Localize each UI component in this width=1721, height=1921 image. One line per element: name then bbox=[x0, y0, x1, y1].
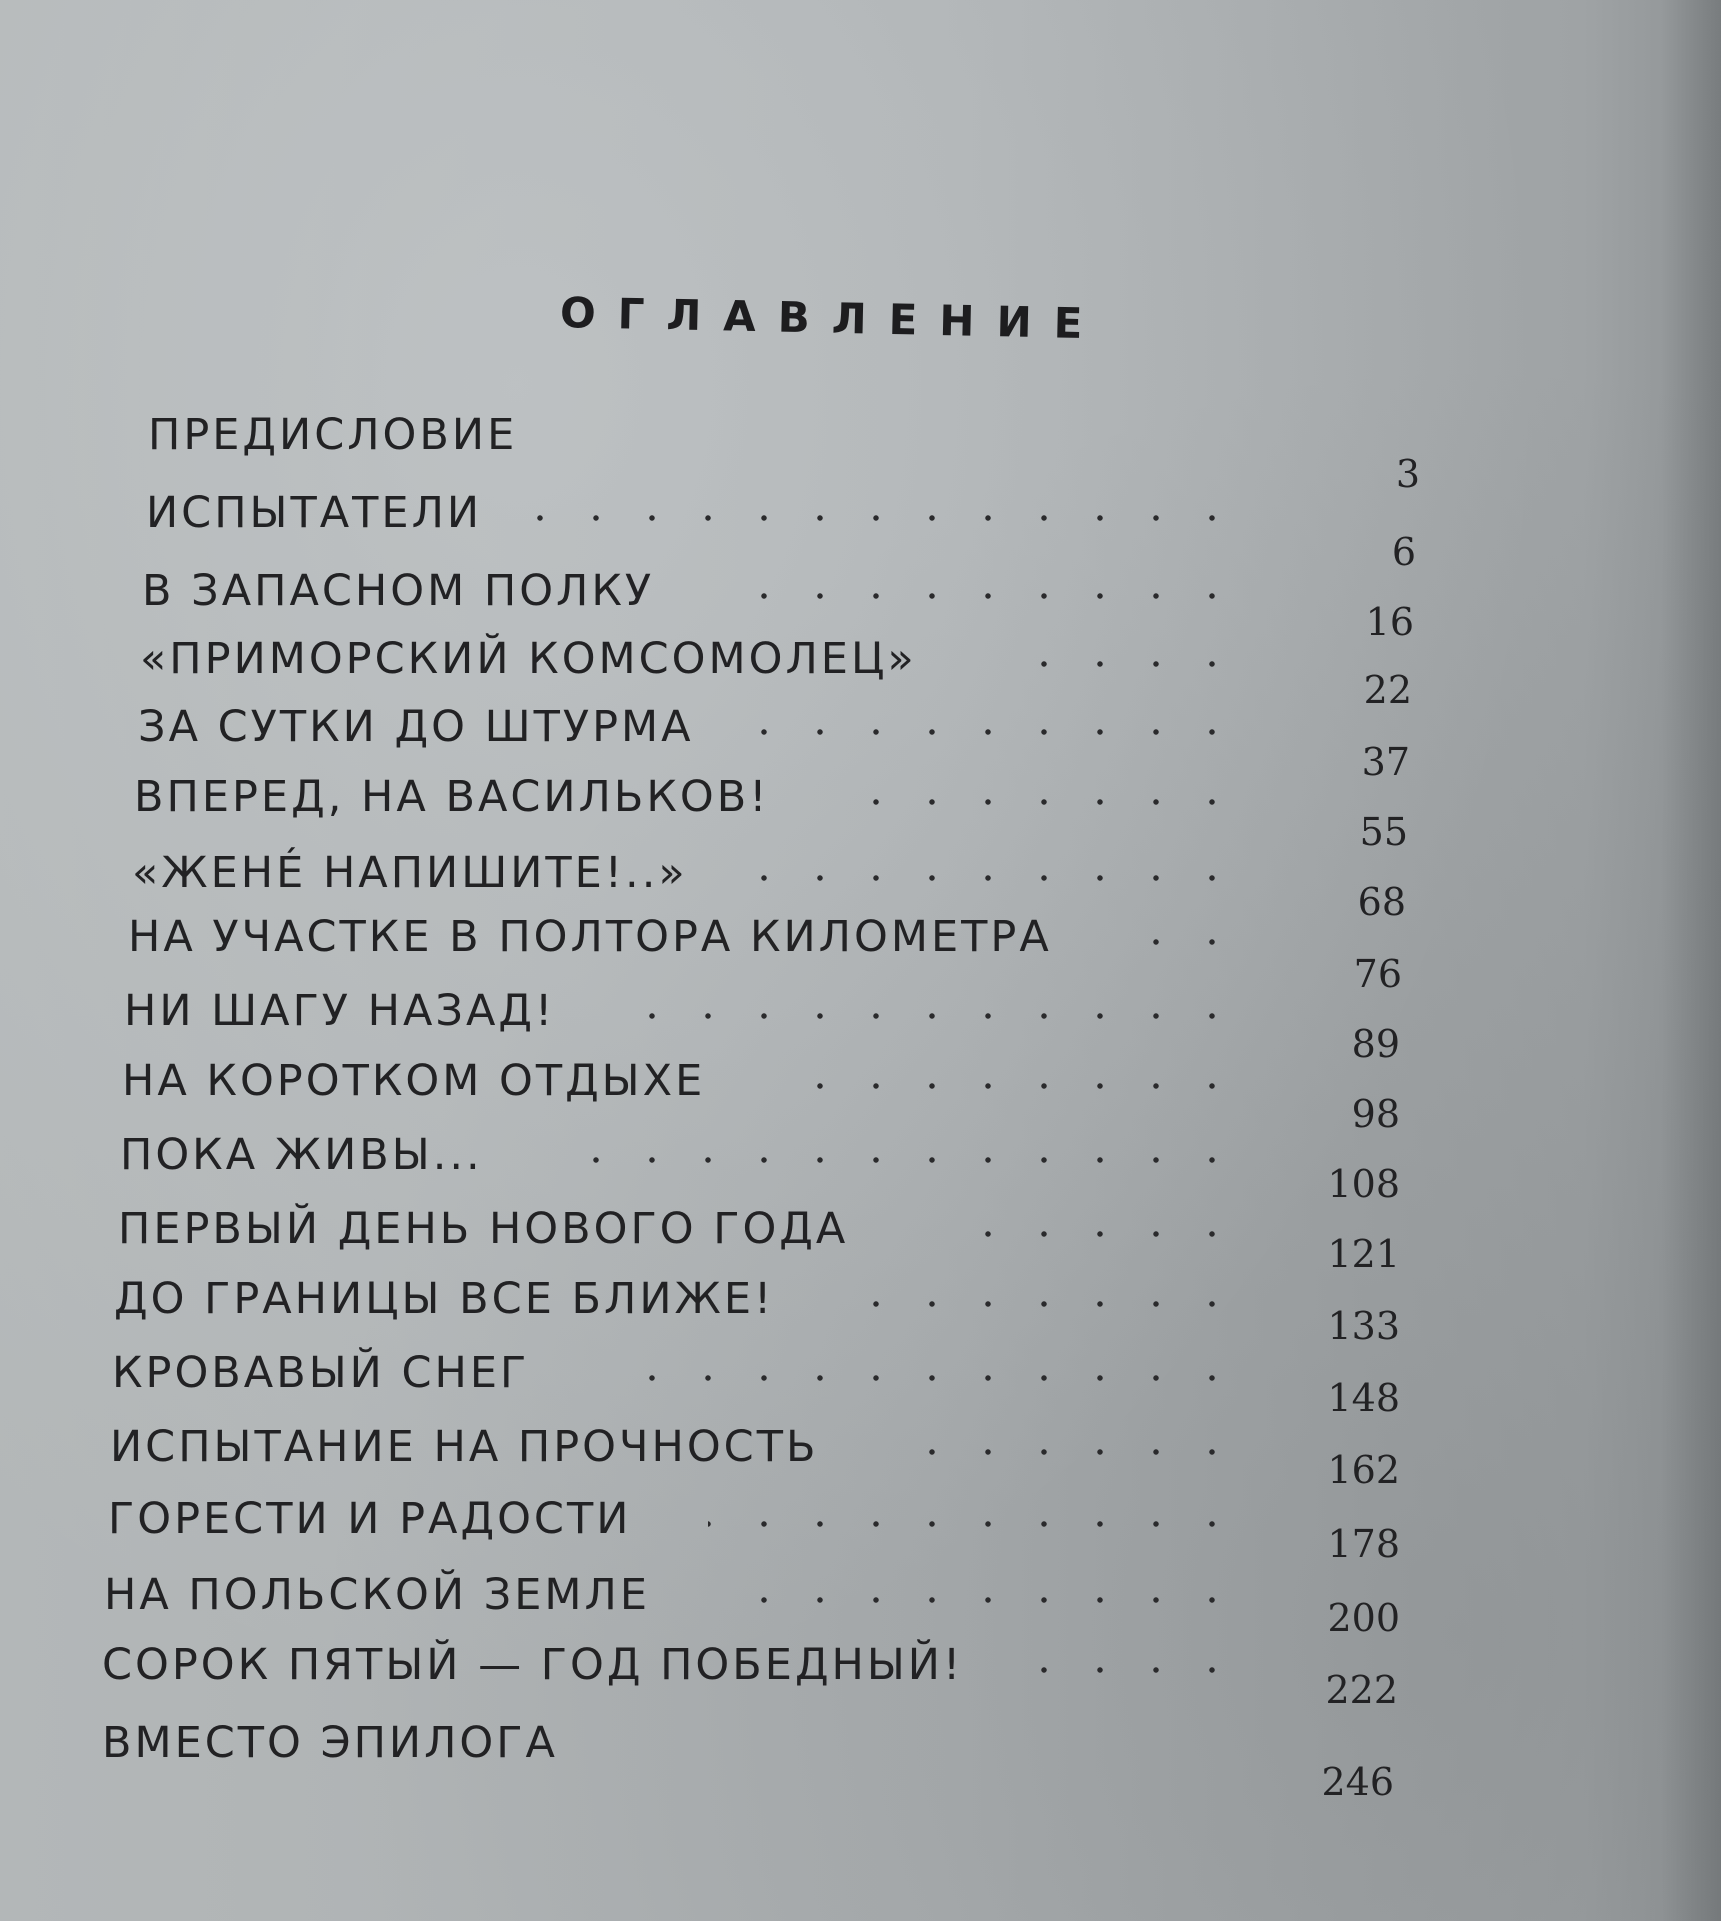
toc-entry-title: «ПРИМОРСКИЙ КОМСОМОЛЕЦ» bbox=[140, 634, 917, 684]
toc-entry bbox=[148, 410, 1250, 470]
dot-leader bbox=[864, 1300, 1240, 1308]
toc-entry-title: «ЖЕНÉ НАПИШИТЕ!..» bbox=[132, 848, 688, 898]
dot-leader bbox=[900, 1448, 1240, 1456]
toc-page-number: 162 bbox=[1327, 1448, 1400, 1492]
contents-heading: ОГЛАВЛЕНИЕ bbox=[559, 288, 1105, 349]
toc-entry bbox=[120, 1130, 1250, 1190]
toc-entry-title: ВПЕРЕД, НА ВАСИЛЬКОВ! bbox=[134, 772, 770, 822]
toc-entry bbox=[112, 1348, 1250, 1408]
toc-page-number: 222 bbox=[1325, 1668, 1398, 1712]
toc-page-number: 16 bbox=[1365, 600, 1414, 644]
toc-entry bbox=[134, 772, 1250, 832]
toc-entry bbox=[102, 1640, 1250, 1700]
toc-entry-title: ГОРЕСТИ И РАДОСТИ bbox=[108, 1494, 632, 1544]
toc-entry-title: ПРЕДИСЛОВИЕ bbox=[148, 410, 518, 460]
toc-entry-title: СОРОК ПЯТЫЙ — ГОД ПОБЕДНЫЙ! bbox=[102, 1640, 964, 1690]
toc-page-number: 148 bbox=[1327, 1376, 1400, 1420]
dot-leader bbox=[622, 1374, 1240, 1382]
toc-page-number: 178 bbox=[1327, 1522, 1400, 1566]
toc-entry bbox=[114, 1274, 1250, 1334]
dot-leader bbox=[968, 1230, 1240, 1238]
toc-page-number: 37 bbox=[1361, 740, 1410, 784]
toc-entry bbox=[132, 848, 1250, 908]
toc-entry bbox=[118, 1204, 1250, 1264]
toc-entry bbox=[122, 1056, 1250, 1116]
toc-entry-title: НА УЧАСТКЕ В ПОЛТОРА КИЛОМЕТРА bbox=[128, 912, 1052, 962]
dot-leader bbox=[748, 728, 1240, 736]
toc-entry bbox=[104, 1570, 1250, 1630]
toc-entry-title: НА КОРОТКОМ ОТДЫХЕ bbox=[122, 1056, 706, 1106]
dot-leader bbox=[1020, 660, 1240, 668]
dot-leader bbox=[624, 1012, 1240, 1020]
toc-entry bbox=[138, 702, 1250, 762]
toc-entry-title: КРОВАВЫЙ СНЕГ bbox=[112, 1348, 530, 1398]
toc-entry bbox=[102, 1718, 1250, 1778]
toc-page-number: 200 bbox=[1327, 1596, 1400, 1640]
dot-leader bbox=[1118, 938, 1240, 946]
toc-page-number: 133 bbox=[1327, 1304, 1400, 1348]
toc-page-number: 3 bbox=[1395, 452, 1420, 496]
toc-entry-title: НИ ШАГУ НАЗАД! bbox=[124, 986, 556, 1036]
toc-entry bbox=[108, 1494, 1250, 1554]
dot-leader bbox=[854, 798, 1240, 806]
toc-page-number: 22 bbox=[1363, 668, 1412, 712]
dot-leader bbox=[1032, 1666, 1240, 1674]
dot-leader bbox=[742, 592, 1240, 600]
toc-entry-title: ДО ГРАНИЦЫ ВСЕ БЛИЖЕ! bbox=[114, 1274, 775, 1324]
toc-page-number: 6 bbox=[1391, 530, 1416, 574]
dot-leader bbox=[708, 1520, 1240, 1528]
toc-entry bbox=[140, 634, 1250, 694]
toc-entry bbox=[124, 986, 1250, 1046]
toc-page-number: 108 bbox=[1327, 1162, 1400, 1206]
toc-page-number: 68 bbox=[1357, 880, 1406, 924]
toc-entry bbox=[110, 1422, 1250, 1482]
toc-entry-title: ИСПЫТАТЕЛИ bbox=[146, 488, 483, 538]
toc-page-number: 76 bbox=[1353, 952, 1402, 996]
dot-leader bbox=[526, 514, 1240, 522]
dot-leader bbox=[742, 874, 1240, 882]
toc-entry-title: ВМЕСТО ЭПИЛОГА bbox=[102, 1718, 558, 1768]
toc-entry-title: ИСПЫТАНИЕ НА ПРОЧНОСТЬ bbox=[110, 1422, 819, 1472]
toc-page-number: 121 bbox=[1327, 1232, 1400, 1276]
toc-entry bbox=[146, 488, 1250, 548]
toc-entry bbox=[128, 912, 1250, 972]
toc-page-number: 246 bbox=[1321, 1760, 1394, 1804]
dot-leader bbox=[570, 1156, 1240, 1164]
toc-entry-title: ПОКА ЖИВЫ... bbox=[120, 1130, 483, 1180]
toc-entry bbox=[142, 566, 1250, 626]
toc-page-number: 98 bbox=[1351, 1092, 1400, 1136]
toc-page-number: 89 bbox=[1351, 1022, 1400, 1066]
toc-entry-title: НА ПОЛЬСКОЙ ЗЕМЛЕ bbox=[104, 1570, 651, 1620]
toc-entry-title: ЗА СУТКИ ДО ШТУРМА bbox=[138, 702, 694, 752]
toc-page-number: 55 bbox=[1359, 810, 1408, 854]
toc-entry-title: В ЗАПАСНОМ ПОЛКУ bbox=[142, 566, 655, 616]
page-edge-shadow bbox=[1661, 0, 1721, 1921]
dot-leader bbox=[734, 1596, 1240, 1604]
toc-entry-title: ПЕРВЫЙ ДЕНЬ НОВОГО ГОДА bbox=[118, 1204, 849, 1254]
dot-leader bbox=[792, 1082, 1240, 1090]
